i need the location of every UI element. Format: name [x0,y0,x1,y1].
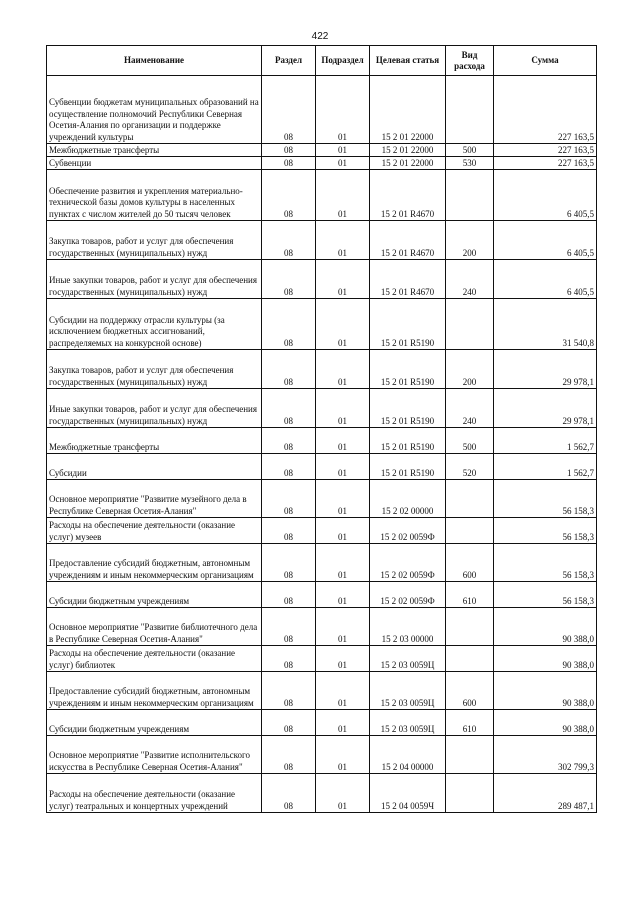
table-row [47,518,597,544]
cell-sum: 29 978,1 [494,350,597,389]
page-number: 422 [311,31,329,42]
cell-podrazdel: 01 [316,672,370,710]
cell-name: Субсидии [47,454,262,480]
cell-target: 15 2 04 0059Ч [370,774,446,813]
table-row [47,646,597,672]
cell-razdel: 08 [262,428,316,454]
cell-sum: 227 163,5 [494,157,597,170]
cell-name: Расходы на обеспечение деятельности (оказание услуг) театральных и концертных учреждений [47,774,262,813]
cell-razdel: 08 [262,774,316,813]
cell-name: Основное мероприятие "Развитие библиотечного дела в Республике Северная Осетия-Алания" [47,608,262,646]
cell-sum: 90 388,0 [494,672,597,710]
table-row [47,221,597,260]
cell-vid [446,170,494,221]
cell-podrazdel: 01 [316,518,370,544]
cell-target: 15 2 03 0059Ц [370,672,446,710]
header-target: Целевая статья [370,46,446,76]
cell-razdel: 08 [262,260,316,299]
cell-vid: 520 [446,454,494,480]
cell-razdel: 08 [262,518,316,544]
cell-razdel: 08 [262,170,316,221]
cell-podrazdel: 01 [316,170,370,221]
cell-vid [446,76,494,144]
cell-razdel: 08 [262,221,316,260]
table-row [47,544,597,582]
cell-sum: 90 388,0 [494,646,597,672]
cell-podrazdel: 01 [316,350,370,389]
table-header [47,46,597,76]
cell-target: 15 2 01 22000 [370,157,446,170]
cell-vid: 500 [446,144,494,157]
cell-sum: 56 158,3 [494,480,597,518]
cell-razdel: 08 [262,608,316,646]
table-row [47,389,597,428]
cell-sum: 56 158,3 [494,544,597,582]
cell-podrazdel: 01 [316,428,370,454]
cell-target: 15 2 01 R5190 [370,428,446,454]
cell-target: 15 2 01 R4670 [370,170,446,221]
header-podrazdel: Подраздел [316,46,370,76]
cell-vid [446,736,494,774]
cell-vid [446,774,494,813]
cell-vid: 530 [446,157,494,170]
cell-target: 15 2 01 R4670 [370,260,446,299]
table-body [47,76,597,813]
cell-razdel: 08 [262,389,316,428]
cell-target: 15 2 04 00000 [370,736,446,774]
cell-vid: 500 [446,428,494,454]
table-row [47,170,597,221]
cell-vid [446,608,494,646]
cell-podrazdel: 01 [316,608,370,646]
cell-vid: 240 [446,389,494,428]
cell-target: 15 2 03 0059Ц [370,646,446,672]
cell-podrazdel: 01 [316,454,370,480]
cell-vid: 610 [446,582,494,608]
cell-razdel: 08 [262,454,316,480]
cell-sum: 29 978,1 [494,389,597,428]
cell-vid: 610 [446,710,494,736]
cell-podrazdel: 01 [316,774,370,813]
cell-razdel: 08 [262,672,316,710]
cell-name: Субсидии бюджетным учреждениям [47,710,262,736]
cell-razdel: 08 [262,582,316,608]
cell-razdel: 08 [262,350,316,389]
cell-sum: 302 799,3 [494,736,597,774]
table-row [47,144,597,157]
cell-name: Субсидии на поддержку отрасли культуры (за исключением бюджетных ассигнований, распределяемых на конкурсной основе) [47,299,262,350]
cell-podrazdel: 01 [316,76,370,144]
cell-name: Закупка товаров, работ и услуг для обеспечения государственных (муниципальных) нужд [47,350,262,389]
cell-name: Предоставление субсидий бюджетным, автономным учреждениям и иным некоммерческим организациям [47,544,262,582]
cell-razdel: 08 [262,646,316,672]
cell-razdel: 08 [262,710,316,736]
cell-name: Расходы на обеспечение деятельности (оказание услуг) музеев [47,518,262,544]
table-row [47,428,597,454]
cell-razdel: 08 [262,299,316,350]
cell-razdel: 08 [262,480,316,518]
cell-sum: 90 388,0 [494,710,597,736]
cell-vid: 240 [446,260,494,299]
cell-vid [446,299,494,350]
cell-target: 15 2 01 22000 [370,144,446,157]
cell-target: 15 2 03 0059Ц [370,710,446,736]
cell-target: 15 2 01 R5190 [370,350,446,389]
cell-vid: 200 [446,221,494,260]
cell-target: 15 2 02 0059Ф [370,582,446,608]
cell-vid [446,480,494,518]
table-row [47,76,597,144]
cell-vid [446,646,494,672]
cell-name: Субвенции [47,157,262,170]
cell-sum: 6 405,5 [494,260,597,299]
cell-name: Закупка товаров, работ и услуг для обеспечения государственных (муниципальных) нужд [47,221,262,260]
cell-target: 15 2 03 00000 [370,608,446,646]
cell-name: Иные закупки товаров, работ и услуг для обеспечения государственных (муниципальных) нужд [47,389,262,428]
cell-podrazdel: 01 [316,710,370,736]
table-row [47,710,597,736]
table-row [47,672,597,710]
cell-podrazdel: 01 [316,389,370,428]
table-row [47,774,597,813]
cell-target: 15 2 01 R4670 [370,221,446,260]
table-row [47,736,597,774]
cell-name: Обеспечение развития и укрепления материально-технической базы домов культуры в населенных пунктах с числом жителей до 50 тысяч человек [47,170,262,221]
header-razdel: Раздел [262,46,316,76]
table-row [47,299,597,350]
cell-sum: 289 487,1 [494,774,597,813]
table-row [47,480,597,518]
cell-podrazdel: 01 [316,646,370,672]
table-row [47,157,597,170]
cell-podrazdel: 01 [316,144,370,157]
cell-sum: 6 405,5 [494,221,597,260]
header-sum: Сумма [494,46,597,76]
cell-podrazdel: 01 [316,260,370,299]
cell-target: 15 2 01 R5190 [370,389,446,428]
cell-razdel: 08 [262,157,316,170]
cell-target: 15 2 02 00000 [370,480,446,518]
cell-target: 15 2 01 R5190 [370,299,446,350]
cell-sum: 56 158,3 [494,518,597,544]
table-row [47,454,597,480]
cell-sum: 6 405,5 [494,170,597,221]
header-vid: Вид расхода [446,46,494,76]
cell-vid: 200 [446,350,494,389]
cell-name: Межбюджетные трансферты [47,428,262,454]
cell-target: 15 2 02 0059Ф [370,518,446,544]
cell-target: 15 2 02 0059Ф [370,544,446,582]
cell-sum: 1 562,7 [494,454,597,480]
cell-podrazdel: 01 [316,480,370,518]
cell-podrazdel: 01 [316,582,370,608]
cell-name: Основное мероприятие "Развитие исполнительского искусства в Республике Северная Осетия-Алания" [47,736,262,774]
cell-podrazdel: 01 [316,736,370,774]
budget-table [46,45,597,813]
table-row [47,350,597,389]
cell-razdel: 08 [262,144,316,157]
cell-name: Основное мероприятие "Развитие музейного дела в Республике Северная Осетия-Алания" [47,480,262,518]
cell-name: Межбюджетные трансферты [47,144,262,157]
cell-sum: 56 158,3 [494,582,597,608]
header-name: Наименование [47,46,262,76]
cell-podrazdel: 01 [316,221,370,260]
cell-sum: 31 540,8 [494,299,597,350]
table-row [47,582,597,608]
cell-vid [446,518,494,544]
header-row [47,46,597,76]
cell-podrazdel: 01 [316,544,370,582]
cell-sum: 1 562,7 [494,428,597,454]
cell-name: Субсидии бюджетным учреждениям [47,582,262,608]
cell-name: Предоставление субсидий бюджетным, автономным учреждениям и иным некоммерческим организациям [47,672,262,710]
cell-name: Расходы на обеспечение деятельности (оказание услуг) библиотек [47,646,262,672]
cell-razdel: 08 [262,736,316,774]
table-row [47,260,597,299]
cell-target: 15 2 01 R5190 [370,454,446,480]
cell-podrazdel: 01 [316,157,370,170]
cell-podrazdel: 01 [316,299,370,350]
cell-razdel: 08 [262,76,316,144]
cell-target: 15 2 01 22000 [370,76,446,144]
cell-vid: 600 [446,544,494,582]
cell-vid: 600 [446,672,494,710]
cell-razdel: 08 [262,544,316,582]
cell-sum: 90 388,0 [494,608,597,646]
cell-name: Иные закупки товаров, работ и услуг для обеспечения государственных (муниципальных) нужд [47,260,262,299]
table-row [47,608,597,646]
cell-sum: 227 163,5 [494,76,597,144]
cell-name: Субвенции бюджетам муниципальных образований на осуществление полномочий Республики Северная Осетия-Алания по организации и поддержке учреждений культуры [47,76,262,144]
cell-sum: 227 163,5 [494,144,597,157]
